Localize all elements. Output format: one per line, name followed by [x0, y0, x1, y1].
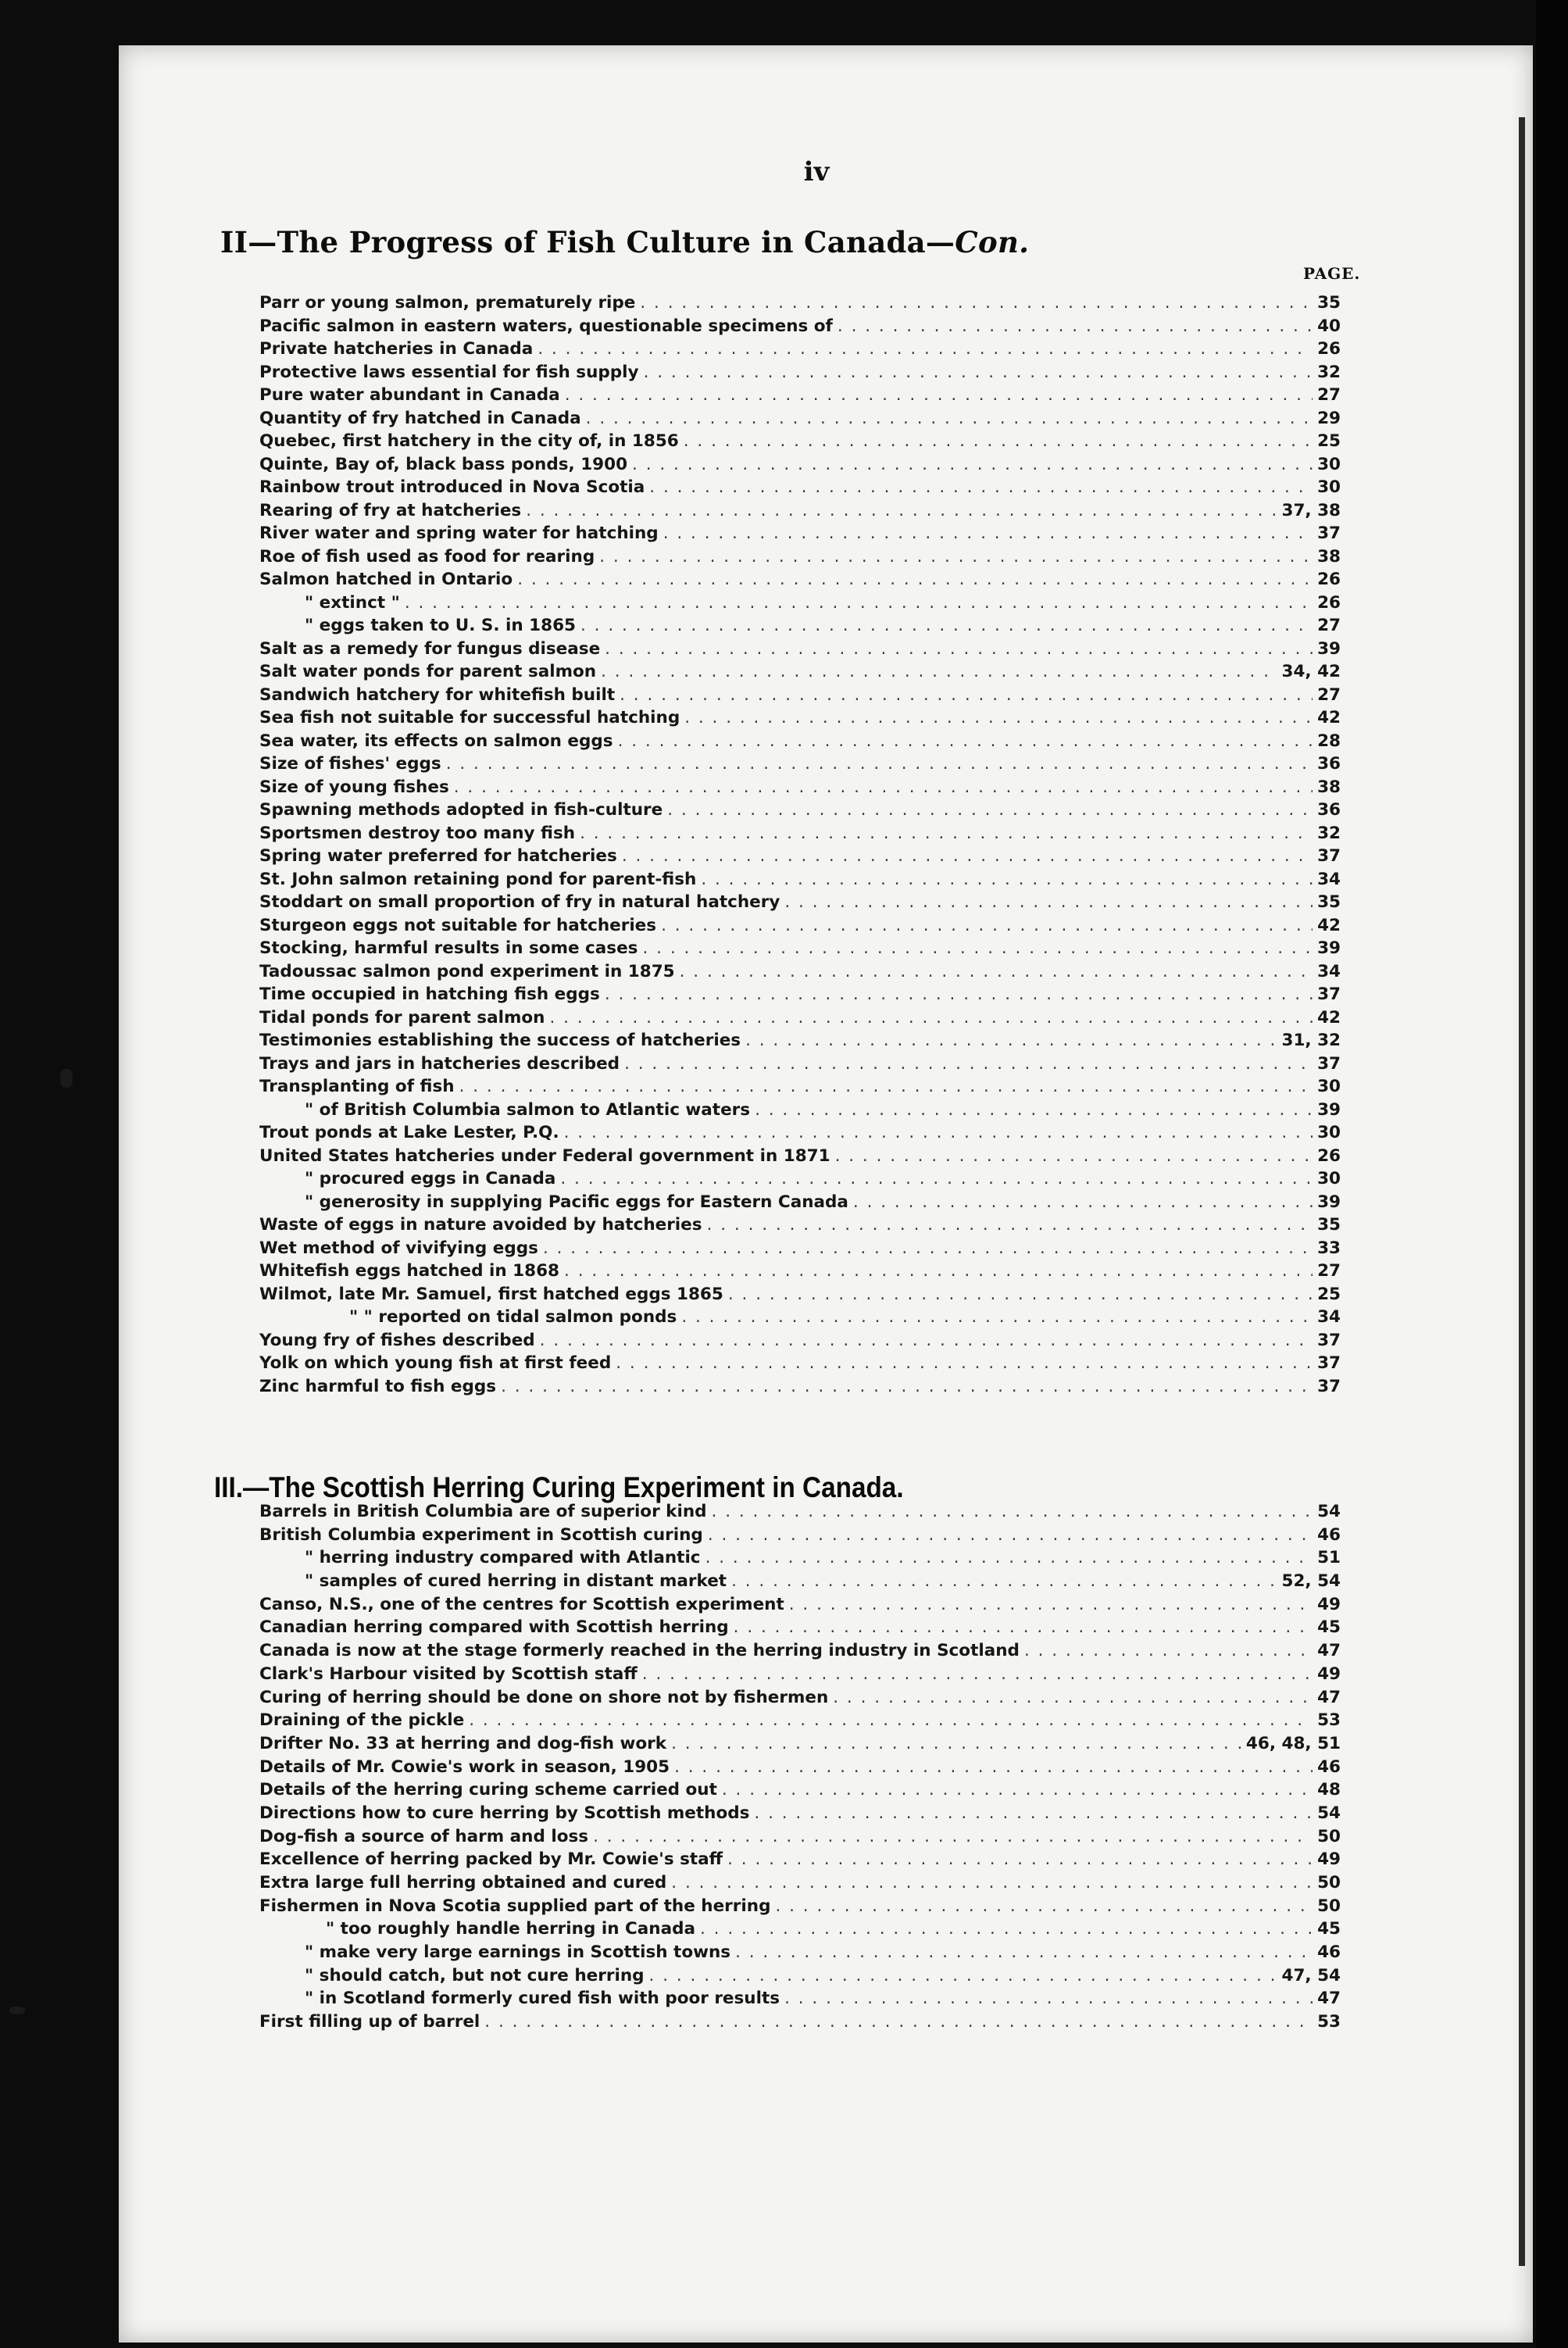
index-entry-text: Clark's Harbour visited by Scottish staff: [259, 1664, 638, 1684]
dot-leader: [459, 1075, 1313, 1099]
index-entry-text: Fishermen in Nova Scotia supplied part of the herring: [259, 1896, 771, 1916]
dot-leader: [632, 453, 1313, 477]
index-entry-text: Trout ponds at Lake Lester, P.Q.: [259, 1123, 559, 1142]
index-entry-page: 26: [1317, 592, 1341, 613]
index-entry: [259, 545, 1341, 569]
index-entry-text: Salt water ponds for parent salmon: [259, 662, 597, 681]
index-entry: [259, 1848, 1341, 1871]
dot-leader: [671, 1732, 1241, 1756]
dot-leader: [543, 1237, 1313, 1260]
index-entry-page: 42: [1317, 915, 1341, 935]
dot-leader: [564, 1260, 1313, 1283]
index-entry-text: Size of young fishes: [259, 777, 449, 797]
dot-leader: [484, 2010, 1313, 2034]
index-entry-page: 45: [1317, 1617, 1341, 1638]
index-entry: [259, 1352, 1341, 1375]
dot-leader: [722, 1778, 1313, 1802]
dot-leader: [640, 291, 1313, 315]
index-entry: [259, 1917, 1341, 1941]
index-entry: [259, 1686, 1341, 1710]
index-entry-text: Excellence of herring packed by Mr. Cowie's staff: [259, 1849, 723, 1870]
index-entry-text: Tadoussac salmon pond experiment in 1875: [259, 961, 675, 981]
index-entry: [259, 338, 1341, 361]
dot-leader: [565, 384, 1313, 407]
dot-leader: [446, 752, 1313, 776]
dot-leader: [745, 1029, 1277, 1052]
dot-leader: [728, 1283, 1313, 1306]
dot-leader: [712, 1500, 1313, 1524]
index-entry: [259, 1987, 1341, 2010]
index-entry-text: Size of fishes' eggs: [259, 754, 441, 774]
index-entry: [259, 1593, 1341, 1617]
index-entry-page: 37: [1317, 1353, 1341, 1373]
index-entry-page: 37: [1317, 524, 1341, 543]
index-entry-text: Sportsmen destroy too many fish: [259, 823, 576, 843]
index-entry-text: Directions how to cure herring by Scottish methods: [259, 1803, 750, 1823]
index-entry-page: 47, 54: [1281, 1965, 1341, 1985]
index-entry: [259, 1524, 1341, 1547]
index-entry-text: Protective laws essential for fish supply: [259, 362, 639, 382]
index-entry-text: Young fry of fishes described: [259, 1330, 535, 1350]
index-entry-text: Wilmot, late Mr. Samuel, first hatched eggs 1865: [259, 1284, 723, 1304]
index-entry-text: Rearing of fry at hatcheries: [259, 500, 522, 520]
index-entry-page: 49: [1317, 1849, 1341, 1870]
dot-leader: [540, 1329, 1313, 1353]
index-entry-page: 33: [1317, 1238, 1341, 1258]
index-entry-text: Sturgeon eggs not suitable for hatcheries: [259, 915, 657, 935]
dot-leader: [605, 638, 1313, 661]
margin-speck: [9, 2007, 25, 2014]
index-entry: [259, 1616, 1341, 1639]
index-entry-text: " should catch, but not cure herring: [305, 1965, 645, 1985]
index-entry-text: Stocking, harmful results in some cases: [259, 938, 638, 958]
dot-leader: [684, 430, 1313, 453]
index-entry-text: Testimonies establishing the success of hatcheries: [259, 1031, 741, 1050]
index-entry-text: Spawning methods adopted in fish-culture: [259, 800, 663, 820]
section-2-heading: [220, 225, 1029, 259]
index-entry-page: 26: [1317, 1145, 1341, 1166]
dot-leader: [735, 1941, 1313, 1964]
index-entry-page: 30: [1317, 477, 1341, 497]
dot-leader: [649, 1964, 1277, 1988]
index-entry-page: 39: [1317, 938, 1341, 958]
index-entry-text: Quinte, Bay of, black bass ponds, 1900: [259, 454, 628, 474]
index-entry: [259, 914, 1341, 938]
index-entry-text: " too roughly handle herring in Canada: [326, 1919, 695, 1939]
index-entry-page: 32: [1317, 362, 1341, 382]
dot-leader: [789, 1593, 1313, 1617]
index-entry-page: 51: [1317, 1548, 1341, 1568]
index-entry: [259, 1941, 1341, 1964]
index-entry: [259, 1895, 1341, 1918]
index-entry-text: Quebec, first hatchery in the city of, in 1856: [259, 431, 679, 451]
index-entry-text: Pure water abundant in Canada: [259, 385, 560, 405]
index-entry-page: 54: [1317, 1502, 1341, 1521]
index-entry: [259, 1732, 1341, 1756]
index-entry: [259, 614, 1341, 638]
index-entry-text: Parr or young salmon, prematurely ripe: [259, 293, 636, 313]
index-entry-text: Canada is now at the stage formerly reached in the herring industry in Scotland: [259, 1641, 1020, 1661]
index-entry-page: 30: [1317, 454, 1341, 474]
index-entry-page: 36: [1317, 800, 1341, 820]
index-entry-page: 27: [1317, 385, 1341, 405]
dot-leader: [593, 1825, 1313, 1849]
index-entry: [259, 1802, 1341, 1825]
index-entry-text: Sea water, its effects on salmon eggs: [259, 731, 613, 751]
index-entry: [259, 499, 1341, 523]
index-entry-page: 28: [1317, 731, 1341, 751]
index-entry-text: Transplanting of fish: [259, 1077, 455, 1096]
index-entry-page: 38: [1317, 777, 1341, 797]
index-entry-page: 27: [1317, 684, 1341, 705]
index-entry-page: 34: [1317, 1307, 1341, 1327]
index-entry: [259, 1145, 1341, 1168]
index-entry: [259, 891, 1341, 914]
index-entry: [259, 1237, 1341, 1260]
index-entry: [259, 1283, 1341, 1306]
index-entry-page: 34: [1317, 961, 1341, 981]
index-entry-page: 50: [1317, 1826, 1341, 1846]
index-entry-page: 37: [1317, 1330, 1341, 1350]
index-entry-page: 39: [1317, 1099, 1341, 1120]
index-entry-page: 27: [1317, 616, 1341, 635]
index-entry-text: Zinc harmful to fish eggs: [259, 1376, 497, 1396]
index-entry: [259, 730, 1341, 753]
dot-leader: [755, 1099, 1313, 1122]
index-entry-page: 37: [1317, 1376, 1341, 1396]
index-entry-text: " samples of cured herring in distant market: [305, 1571, 727, 1592]
dot-leader: [564, 1121, 1313, 1145]
index-entry-page: 37: [1317, 985, 1341, 1004]
index-entry: [259, 960, 1341, 984]
index-entry: [259, 453, 1341, 477]
index-entry-text: United States hatcheries under Federal government in 1871: [259, 1145, 830, 1166]
dot-leader: [674, 1756, 1313, 1779]
index-entry: [259, 1052, 1341, 1076]
index-entry-page: 30: [1317, 1169, 1341, 1188]
index-entry-page: 42: [1317, 708, 1341, 727]
dot-leader: [708, 1524, 1313, 1547]
index-entry-page: 46: [1317, 1757, 1341, 1777]
dot-leader: [599, 545, 1313, 569]
index-entry-page: 47: [1317, 1687, 1341, 1707]
index-entry: [259, 361, 1341, 384]
dot-leader: [833, 1686, 1313, 1710]
index-entry: [259, 522, 1341, 545]
dot-leader: [727, 1848, 1313, 1871]
dot-leader: [501, 1375, 1313, 1399]
index-entry: [259, 845, 1341, 868]
index-entry: [259, 1825, 1341, 1849]
index-entry: [259, 1570, 1341, 1593]
index-entry-page: 50: [1317, 1873, 1341, 1892]
index-entry: [259, 684, 1341, 707]
index-entry-page: 46, 48, 51: [1245, 1733, 1341, 1753]
dot-leader: [680, 960, 1313, 984]
index-entry: [259, 822, 1341, 845]
index-entry-page: 25: [1317, 431, 1341, 451]
dot-leader: [734, 1616, 1313, 1639]
index-entry-text: " eggs taken to U. S. in 1865: [305, 616, 576, 635]
index-entry: [259, 407, 1341, 431]
index-entry: [259, 1329, 1341, 1353]
index-entry-text: Dog-fish a source of harm and loss: [259, 1826, 589, 1846]
index-entry-page: 49: [1317, 1664, 1341, 1684]
index-entry-text: " herring industry compared with Atlantic: [305, 1548, 701, 1568]
dot-leader: [624, 1052, 1313, 1076]
index-entry-page: 37, 38: [1281, 500, 1341, 520]
dot-leader: [642, 937, 1313, 960]
index-entry-page: 39: [1317, 1192, 1341, 1212]
index-entry: [259, 1709, 1341, 1732]
index-entry-page: 35: [1317, 293, 1341, 313]
index-entry: [259, 1546, 1341, 1570]
index-entry-text: Sea fish not suitable for successful hatching: [259, 708, 680, 727]
index-entry-text: Pacific salmon in eastern waters, questionable specimens of: [259, 316, 833, 336]
index-entry: [259, 384, 1341, 407]
index-entry-text: Roe of fish used as food for rearing: [259, 546, 595, 566]
index-entry-text: Drifter No. 33 at herring and dog-fish work: [259, 1733, 667, 1753]
index-entry-page: 46: [1317, 1942, 1341, 1963]
index-entry-text: Canso, N.S., one of the centres for Scottish experiment: [259, 1594, 784, 1614]
index-entry: [259, 1121, 1341, 1145]
index-entry-text: Rainbow trout introduced in Nova Scotia: [259, 477, 645, 497]
index-entry-page: 37: [1317, 846, 1341, 866]
index-entry-page: 37: [1317, 1053, 1341, 1074]
index-entry-text: St. John salmon retaining pond for parent-fish: [259, 869, 697, 889]
index-entry-page: 32: [1317, 823, 1341, 843]
section-3-index-list: [259, 1500, 1341, 2034]
dot-leader: [649, 476, 1313, 499]
index-entry-page: 35: [1317, 1215, 1341, 1235]
index-entry-text: Private hatcheries in Canada: [259, 339, 534, 359]
dot-leader: [701, 868, 1313, 892]
index-entry-text: Time occupied in hatching fish eggs: [259, 985, 600, 1004]
index-entry: [259, 660, 1341, 684]
index-entry: [259, 430, 1341, 453]
dot-leader: [605, 983, 1313, 1006]
index-entry-page: 49: [1317, 1594, 1341, 1614]
dark-border-right: [1536, 0, 1568, 2348]
dot-leader: [784, 1987, 1313, 2010]
index-entry-text: Extra large full herring obtained and cured: [259, 1873, 667, 1892]
dot-leader: [681, 1306, 1313, 1329]
index-entry-page: 52, 54: [1281, 1571, 1341, 1592]
dot-leader: [517, 568, 1313, 591]
dot-leader: [601, 660, 1277, 684]
index-entry-text: Salmon hatched in Ontario: [259, 570, 513, 589]
index-entry-page: 38: [1317, 546, 1341, 566]
index-entry: [259, 1029, 1341, 1052]
index-entry-text: Waste of eggs in nature avoided by hatcheries: [259, 1215, 702, 1235]
dot-leader: [538, 338, 1313, 361]
index-entry-text: " procured eggs in Canada: [305, 1169, 556, 1188]
index-entry-text: Spring water preferred for hatcheries: [259, 846, 617, 866]
index-entry: [259, 1756, 1341, 1779]
index-entry-page: 40: [1317, 316, 1341, 336]
dot-leader: [580, 822, 1313, 845]
index-entry: [259, 568, 1341, 591]
index-entry-text: Barrels in British Columbia are of superior kind: [259, 1502, 707, 1521]
index-entry-page: 26: [1317, 339, 1341, 359]
index-entry: [259, 752, 1341, 776]
index-entry-page: 31, 32: [1281, 1031, 1341, 1050]
section-2-title: II—The Progress of Fish Culture in Canada—: [220, 225, 955, 259]
index-entry-text: First filling up of barrel: [259, 2012, 480, 2032]
index-entry: [259, 1006, 1341, 1030]
dot-leader: [671, 1871, 1313, 1895]
dot-leader: [580, 614, 1313, 638]
index-entry-text: Yolk on which young fish at first feed: [259, 1353, 612, 1373]
index-entry-page: 27: [1317, 1261, 1341, 1281]
index-entry-text: Stoddart on small proportion of fry in natural hatchery: [259, 892, 780, 912]
dot-leader: [549, 1006, 1313, 1030]
dot-leader: [835, 1145, 1313, 1168]
index-entry-text: Wet method of vivifying eggs: [259, 1238, 538, 1258]
dot-leader: [618, 730, 1313, 753]
index-entry: [259, 1099, 1341, 1122]
index-entry: [259, 706, 1341, 730]
dot-leader: [684, 706, 1313, 730]
index-entry: [259, 1191, 1341, 1214]
section-3-heading: III.—The Scottish Herring Curing Experiment in Canada.: [214, 1471, 904, 1503]
index-entry: [259, 591, 1341, 615]
dot-leader: [754, 1802, 1313, 1825]
index-entry-page: 53: [1317, 2012, 1341, 2032]
index-entry-text: Curing of herring should be done on shore not by fishermen: [259, 1687, 829, 1707]
index-entry-text: " of British Columbia salmon to Atlantic waters: [305, 1099, 751, 1120]
dot-leader: [661, 914, 1313, 938]
index-entry-text: Details of Mr. Cowie's work in season, 1905: [259, 1757, 670, 1777]
index-entry: [259, 937, 1341, 960]
dot-leader: [405, 591, 1313, 615]
index-entry: [259, 799, 1341, 822]
index-entry: [259, 868, 1341, 892]
dot-leader: [707, 1213, 1313, 1237]
dot-leader: [616, 1352, 1313, 1375]
page-folio: iv: [803, 156, 830, 188]
index-entry: [259, 291, 1341, 315]
index-entry-page: 46: [1317, 1524, 1341, 1545]
index-entry-page: 30: [1317, 1077, 1341, 1096]
index-entry-text: Details of the herring curing scheme carried out: [259, 1780, 717, 1800]
dot-leader: [560, 1167, 1313, 1191]
index-entry-page: 50: [1317, 1896, 1341, 1916]
section-2-index-list: [259, 291, 1341, 1398]
dot-leader: [622, 845, 1313, 868]
index-entry: [259, 1260, 1341, 1283]
index-entry-page: 53: [1317, 1710, 1341, 1731]
margin-speck: [60, 1069, 73, 1088]
index-entry: [259, 1306, 1341, 1329]
index-entry-page: 30: [1317, 1123, 1341, 1142]
dot-leader: [586, 407, 1313, 431]
dot-leader: [705, 1546, 1313, 1570]
dot-leader: [620, 684, 1313, 707]
index-entry: [259, 983, 1341, 1006]
index-entry-page: 42: [1317, 1007, 1341, 1027]
index-entry: [259, 1213, 1341, 1237]
index-entry-page: 34: [1317, 869, 1341, 889]
index-entry-text: Sandwich hatchery for whitefish built: [259, 684, 616, 705]
dot-leader: [731, 1570, 1277, 1593]
index-entry-text: " generosity in supplying Pacific eggs for Eastern Canada: [305, 1192, 848, 1212]
index-entry-text: Canadian herring compared with Scottish herring: [259, 1617, 729, 1638]
index-entry: [259, 776, 1341, 799]
index-entry: [259, 1500, 1341, 1524]
index-entry-page: 39: [1317, 638, 1341, 659]
index-entry-text: " make very large earnings in Scottish towns: [305, 1942, 731, 1963]
index-entry: [259, 315, 1341, 338]
page-column-label: PAGE.: [1303, 264, 1361, 283]
index-entry-page: 47: [1317, 1989, 1341, 2009]
dot-leader: [838, 315, 1313, 338]
section-2-title-con: Con.: [955, 225, 1030, 259]
index-entry-page: 36: [1317, 754, 1341, 774]
index-entry-page: 34, 42: [1281, 662, 1341, 681]
index-entry-text: " in Scotland formerly cured fish with poor results: [305, 1989, 780, 2009]
index-entry-text: Draining of the pickle: [259, 1710, 465, 1731]
dot-leader: [853, 1191, 1313, 1214]
dot-leader: [775, 1895, 1313, 1918]
dot-leader: [1024, 1639, 1313, 1663]
index-entry-text: Quantity of fry hatched in Canada: [259, 408, 581, 428]
index-entry: [259, 1778, 1341, 1802]
index-entry: [259, 1639, 1341, 1663]
index-entry-page: 26: [1317, 570, 1341, 589]
index-entry: [259, 1663, 1341, 1686]
index-entry-page: 35: [1317, 892, 1341, 912]
index-entry: [259, 1964, 1341, 1988]
index-entry-text: River water and spring water for hatching: [259, 524, 659, 543]
dot-leader: [469, 1709, 1313, 1732]
dot-leader: [642, 1663, 1313, 1686]
index-entry-text: Whitefish eggs hatched in 1868: [259, 1261, 560, 1281]
dot-leader: [784, 891, 1313, 914]
index-entry-text: Trays and jars in hatcheries described: [259, 1053, 620, 1074]
index-entry-text: Tidal ponds for parent salmon: [259, 1007, 545, 1027]
index-entry-page: 29: [1317, 408, 1341, 428]
index-entry-page: 45: [1317, 1919, 1341, 1939]
index-entry-text: " extinct ": [305, 592, 400, 613]
dot-leader: [700, 1917, 1313, 1941]
dot-leader: [526, 499, 1277, 523]
index-entry-text: " " reported on tidal salmon ponds: [349, 1307, 677, 1327]
index-entry-page: 47: [1317, 1641, 1341, 1661]
index-entry: [259, 476, 1341, 499]
index-entry: [259, 1167, 1341, 1191]
index-entry-page: 48: [1317, 1780, 1341, 1800]
index-entry: [259, 1871, 1341, 1895]
index-entry-text: British Columbia experiment in Scottish curing: [259, 1524, 703, 1545]
index-entry: [259, 2010, 1341, 2034]
dot-leader: [454, 776, 1313, 799]
index-entry: [259, 1075, 1341, 1099]
index-entry: [259, 638, 1341, 661]
page-edge-shadow: [1519, 117, 1525, 2266]
index-entry: [259, 1375, 1341, 1399]
dot-leader: [644, 361, 1313, 384]
index-entry-page: 54: [1317, 1803, 1341, 1823]
index-entry-page: 25: [1317, 1284, 1341, 1304]
dot-leader: [663, 522, 1313, 545]
index-entry-text: Salt as a remedy for fungus disease: [259, 638, 601, 659]
dot-leader: [667, 799, 1313, 822]
